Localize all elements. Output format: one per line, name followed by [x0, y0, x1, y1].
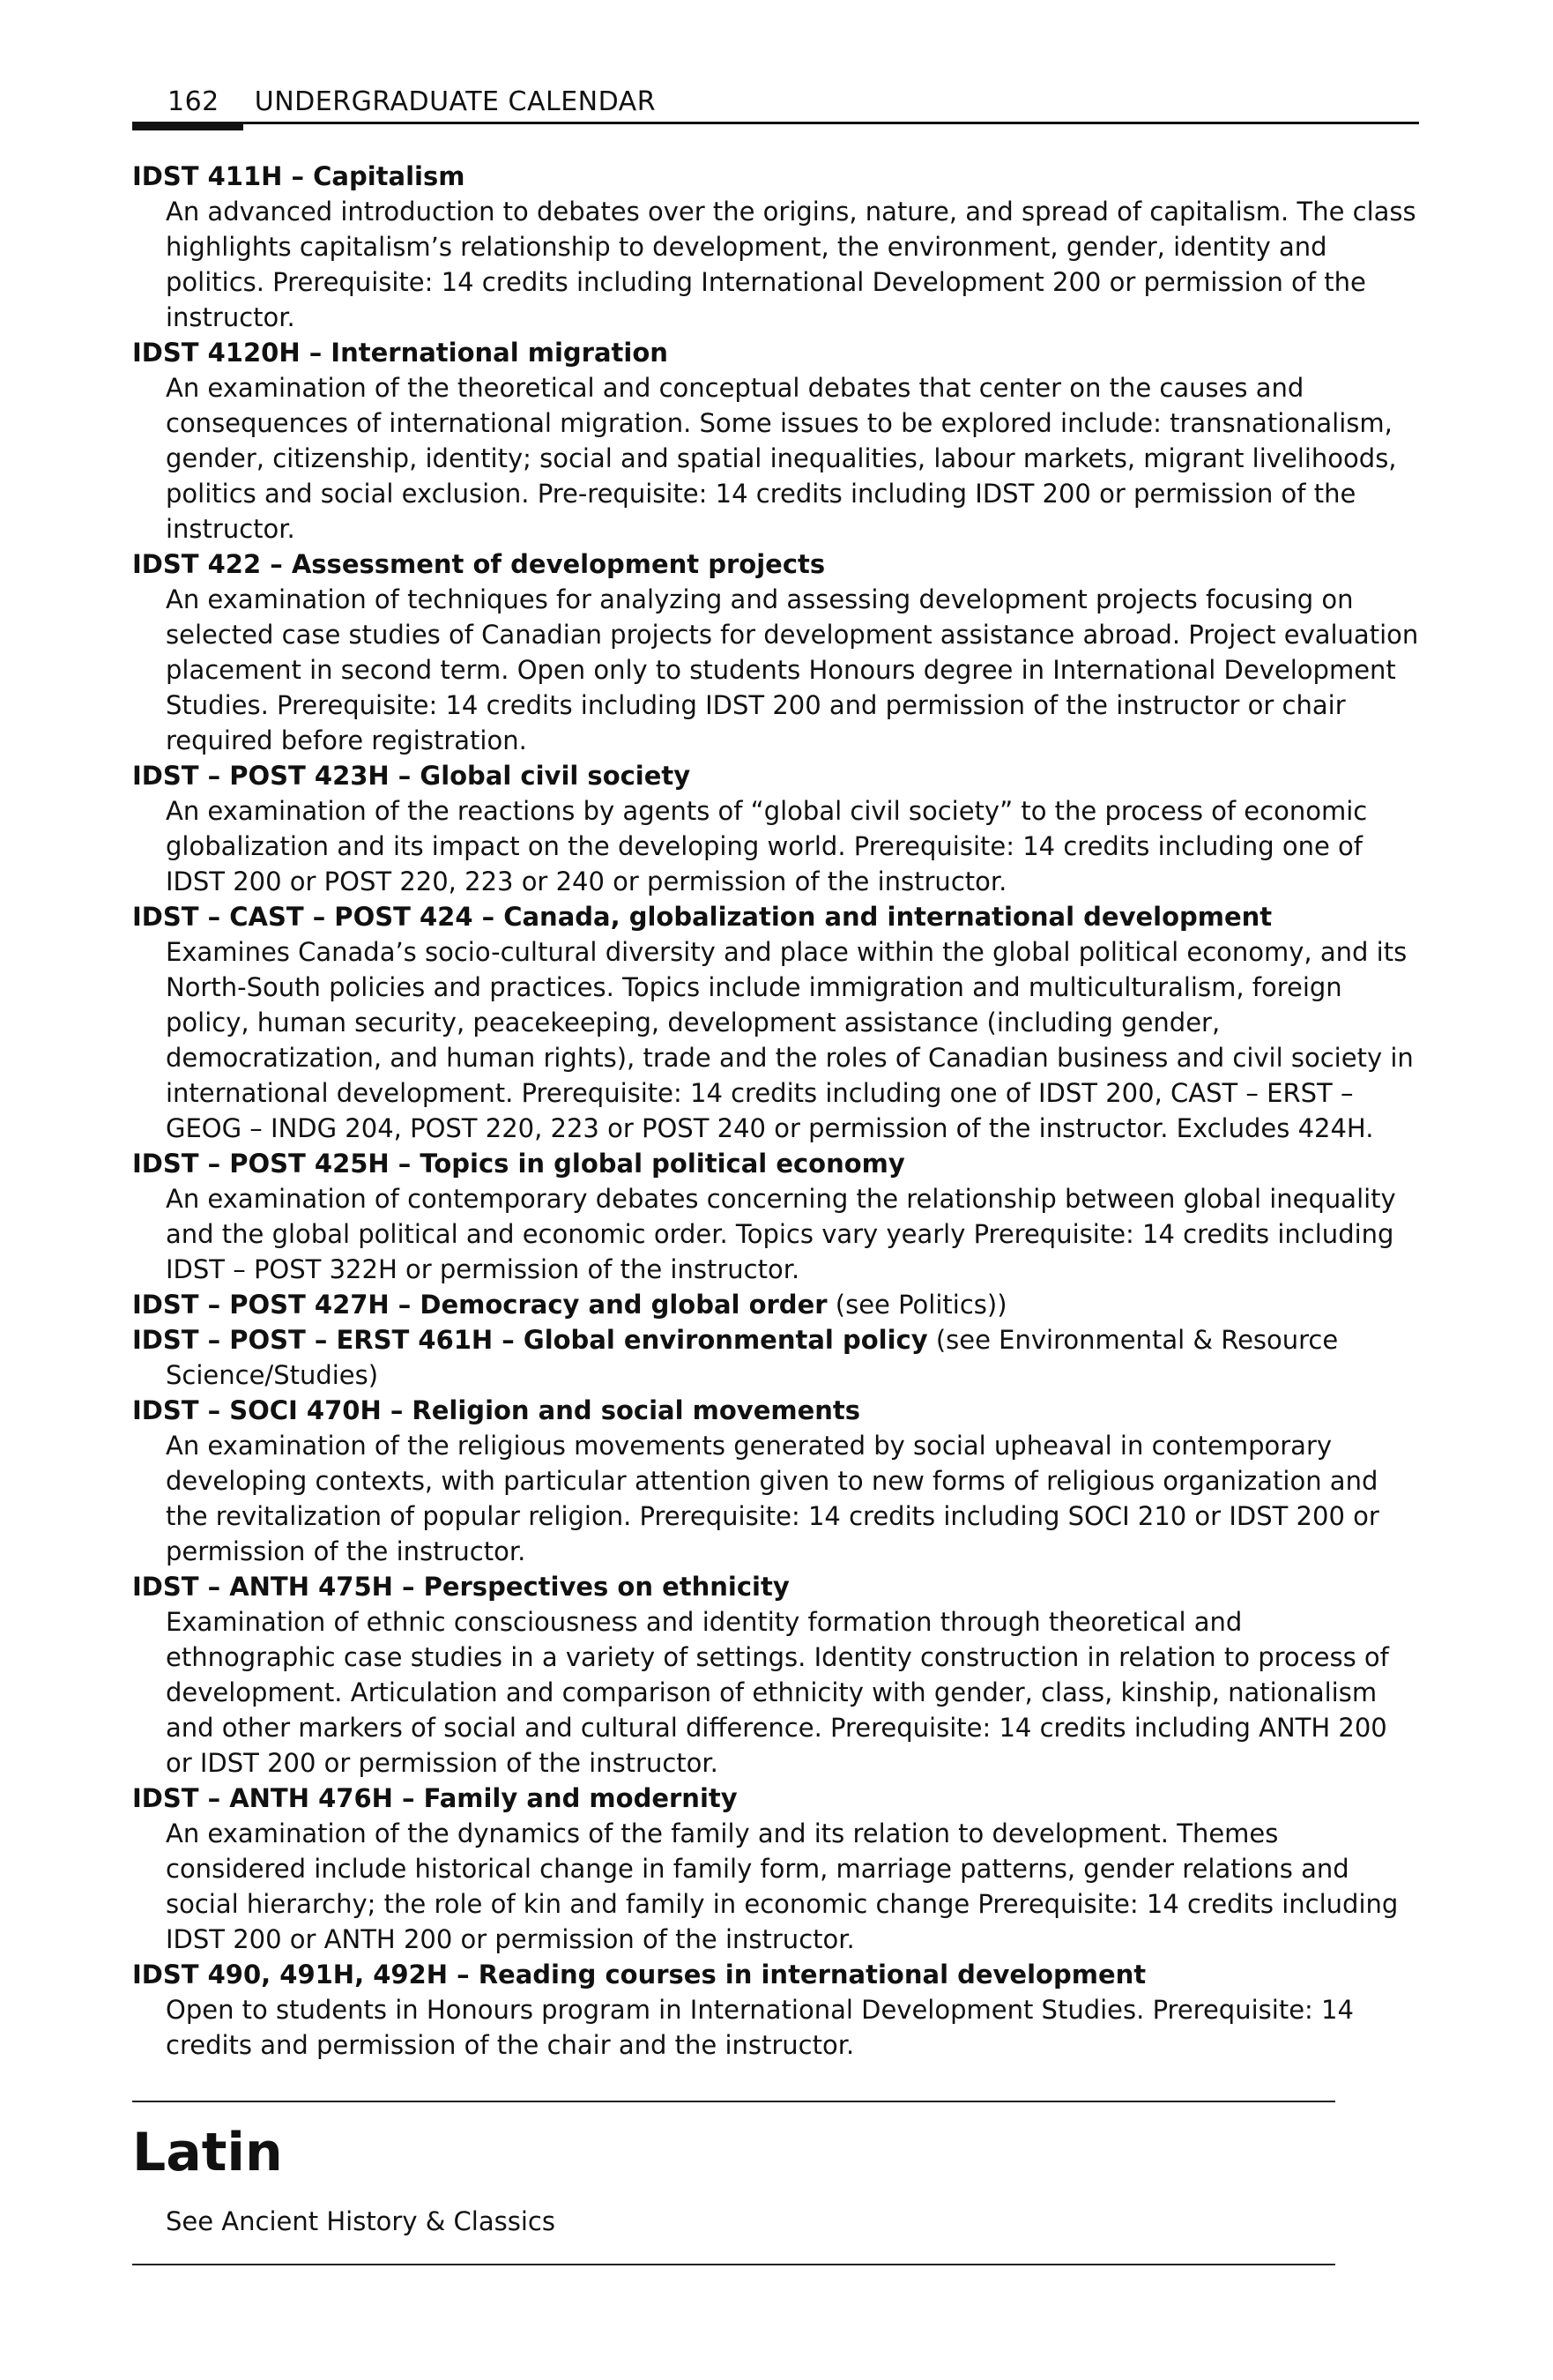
course-description: An examination of the dynamics of the family and its relation to development. Themes considered include historical change in family form, marriage patterns, gender relations and social hierarchy; the role of kin and family in economic change Prerequisite: 14 credits including IDST 200 or ANTH 200 or permission of the instructor.	[166, 1818, 1399, 1954]
course-description: An examination of contemporary debates concerning the relationship between global inequality and the global political and economic order. Topics vary yearly Prerequisite: 14 credits including IDST – POST 322H or permission of the instructor.	[166, 1184, 1396, 1284]
course-title: IDST 4120H – International migration	[132, 338, 668, 368]
course-title: IDST – SOCI 470H – Religion and social movements	[132, 1395, 861, 1425]
course-title: IDST – POST 423H – Global civil society	[132, 761, 691, 791]
course-entry	[132, 1781, 1419, 1957]
course-entry	[132, 335, 1419, 547]
header-block-mark	[132, 122, 243, 130]
course-entry	[132, 547, 1419, 758]
course-description: An examination of the theoretical and conceptual debates that center on the causes and consequences of international migration. Some issues to be explored include: transnationalism, gender, citizenship, identity; social and spatial inequalities, labour markets, migrant livelihoods, politics and social exclusion. Pre-requisite: 14 credits including IDST 200 or permission of the instructor.	[166, 373, 1397, 544]
course-entry	[132, 1287, 1419, 1322]
page-header	[132, 85, 1419, 127]
course-title-line	[132, 1322, 1419, 1393]
course-title-line	[132, 1287, 1419, 1322]
running-header	[132, 85, 656, 120]
course-description: An examination of the reactions by agents of “global civil society” to the process of economic globalization and its impact on the developing world. Prerequisite: 14 credits including one of IDST 200 or POST 220, 223 or 240 or permission of the instructor.	[166, 796, 1368, 896]
course-title: IDST – CAST – POST 424 – Canada, globalization and international development	[132, 902, 1273, 932]
section-title: Latin	[132, 2122, 283, 2183]
course-description: An advanced introduction to debates over the origins, nature, and spread of capitalism. The class highlights capitalism’s relationship to development, the environment, gender, identity and politics. Prerequisite: 14 credits including International Development 200 or permission of the instructor.	[166, 197, 1416, 332]
course-list	[132, 159, 1419, 2063]
course-description: Examines Canada’s socio-cultural diversity and place within the global political economy, and its North-South policies and practices. Topics include immigration and multiculturalism, foreign policy, human security, peacekeeping, development assistance (including gender, democratization, and human rights), trade and the roles of Canadian business and civil society in international development. Prerequisite: 14 credits including one of IDST 200, CAST – ERST – GEOG – INDG 204, POST 220, 223 or POST 240 or permission of the instructor. Excludes 424H.	[166, 937, 1414, 1143]
section-see-note: See Ancient History & Classics	[166, 2206, 555, 2236]
course-title: IDST – POST 427H – Democracy and global order	[132, 1290, 828, 1320]
course-description: An examination of techniques for analyzing and assessing development projects focusing on selected case studies of Canadian projects for development assistance abroad. Project evaluation placement in second term. Open only to students Honours degree in International Development Studies. Prerequisite: 14 credits including IDST 200 and permission of the instructor or chair required before registration.	[166, 584, 1419, 755]
running-title: UNDERGRADUATE CALENDAR	[254, 86, 657, 117]
course-entry	[132, 1146, 1419, 1287]
course-entry	[132, 899, 1419, 1146]
course-title: IDST 490, 491H, 492H – Reading courses in international development	[132, 1960, 1147, 1990]
course-title: IDST 411H – Capitalism	[132, 161, 465, 191]
course-see-reference: (see Politics))	[835, 1290, 1007, 1320]
course-entry	[132, 758, 1419, 899]
section-rule-top	[132, 2101, 1335, 2102]
course-title: IDST – ANTH 475H – Perspectives on ethnicity	[132, 1572, 790, 1602]
course-description: Examination of ethnic consciousness and identity formation through theoretical and ethnographic case studies in a variety of settings. Identity construction in relation to process of development. Articulation and comparison of ethnicity with gender, class, kinship, nationalism and other markers of social and cultural difference. Prerequisite: 14 credits including ANTH 200 or IDST 200 or permission of the instructor.	[166, 1607, 1389, 1778]
course-title: IDST – POST 425H – Topics in global political economy	[132, 1149, 905, 1179]
course-entry	[132, 1569, 1419, 1781]
course-entry	[132, 1322, 1419, 1393]
course-description: An examination of the religious movements generated by social upheaval in contemporary developing contexts, with particular attention given to new forms of religious organization and the revitalization of popular religion. Prerequisite: 14 credits including SOCI 210 or IDST 200 or permission of the instructor.	[166, 1431, 1379, 1566]
course-entry	[132, 1393, 1419, 1569]
course-entry	[132, 1957, 1419, 2063]
course-title: IDST 422 – Assessment of development projects	[132, 549, 826, 579]
page-number: 162	[167, 86, 219, 117]
course-entry	[132, 159, 1419, 335]
course-see-reference: (see Environmental & Resource Science/Studies)	[166, 1325, 1339, 1390]
section-rule-bottom	[132, 2264, 1335, 2265]
course-title: IDST – POST – ERST 461H – Global environmental policy	[132, 1325, 928, 1355]
course-description: Open to students in Honours program in International Development Studies. Prerequisite: 14 credits and permission of the chair and the instructor.	[166, 1995, 1354, 2060]
course-title: IDST – ANTH 476H – Family and modernity	[132, 1783, 738, 1813]
header-rule	[132, 122, 1419, 124]
